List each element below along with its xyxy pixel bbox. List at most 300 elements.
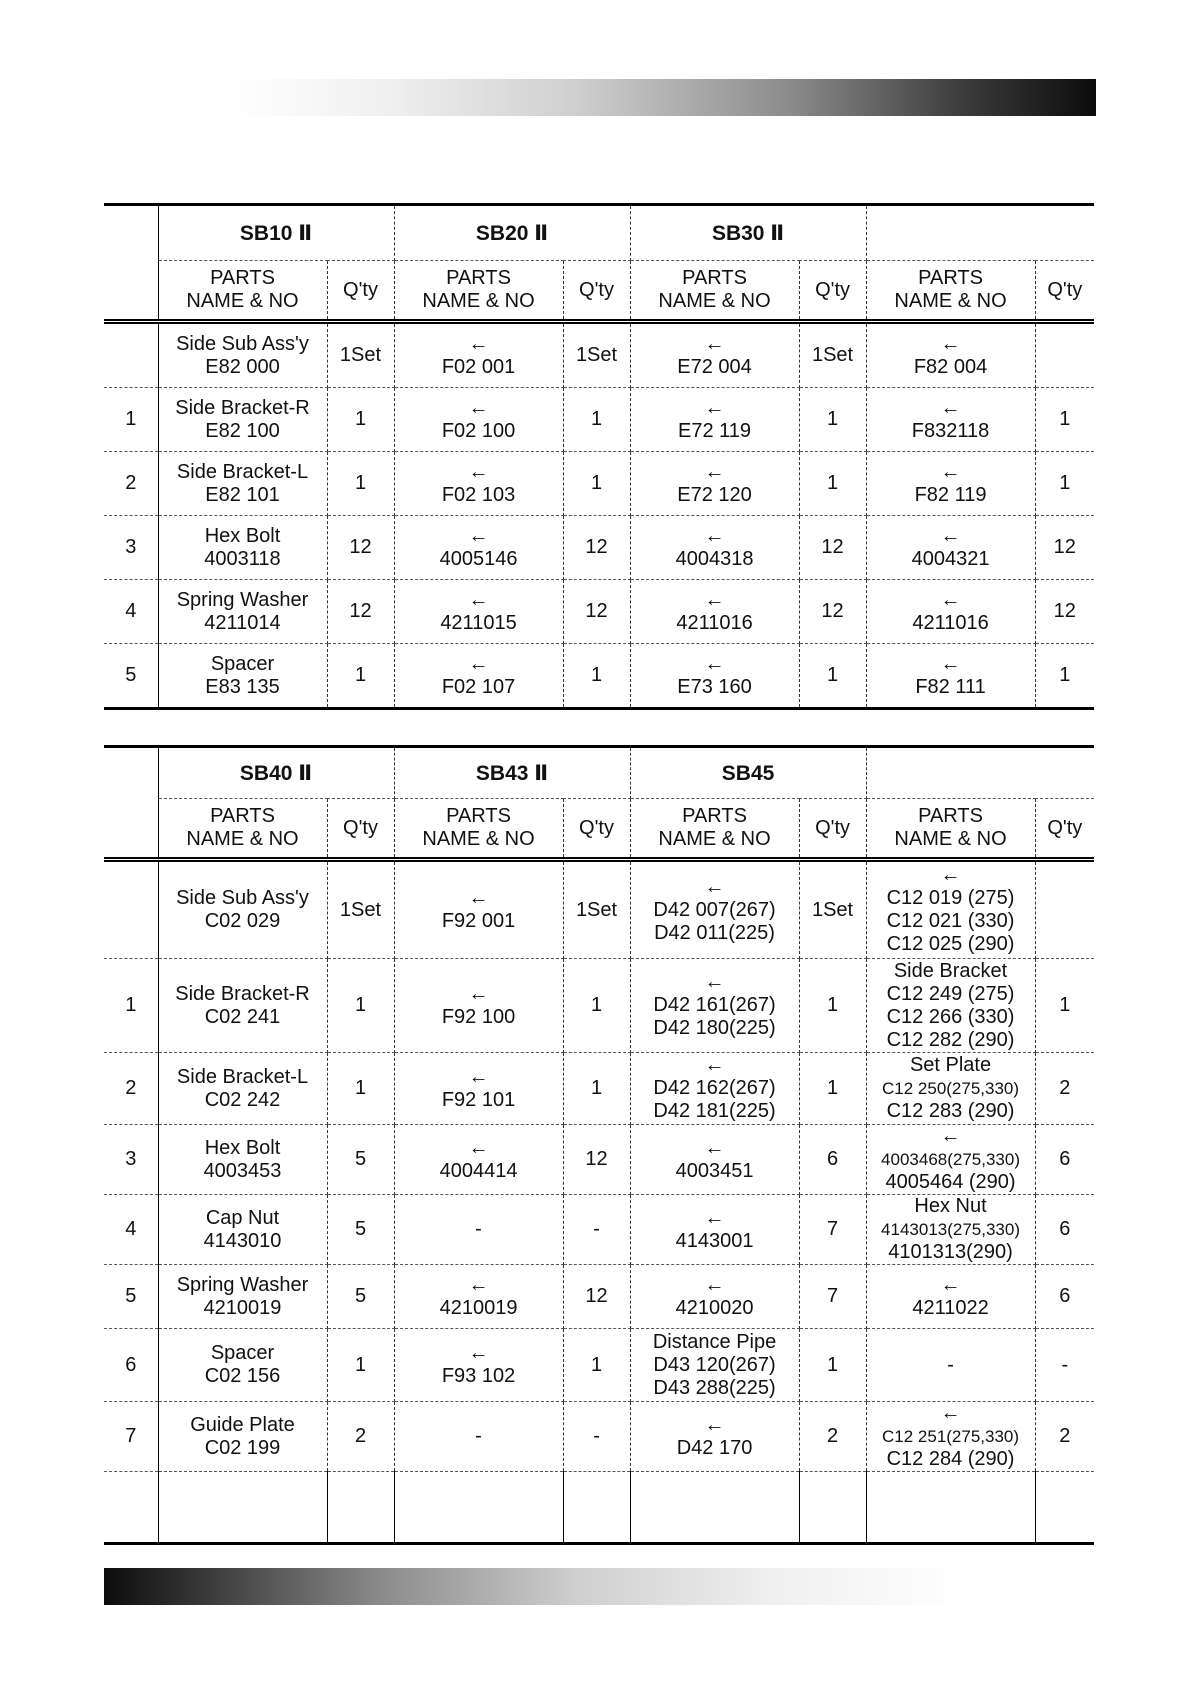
bottom-decorative-gradient-bar bbox=[104, 1568, 964, 1605]
same-as-left-arrow: ← bbox=[704, 588, 725, 611]
part-cell bbox=[158, 1125, 327, 1195]
part-text-line: D42 181(225) bbox=[653, 1100, 776, 1122]
header-line: PARTS bbox=[210, 805, 275, 827]
table-row bbox=[104, 1195, 1094, 1265]
part-text-line: E83 135 bbox=[205, 675, 280, 698]
same-as-left-arrow: ← bbox=[704, 971, 725, 993]
part-text-line: C12 025 (290) bbox=[886, 933, 1015, 955]
part-text-line: C12 251(275,330) bbox=[882, 1427, 1020, 1446]
same-as-left-arrow: ← bbox=[704, 652, 725, 675]
same-as-left-arrow: ← bbox=[468, 1136, 489, 1159]
qty-cell: 12 bbox=[563, 1265, 630, 1329]
empty-cell bbox=[1035, 1472, 1094, 1544]
same-as-left-arrow: ← bbox=[940, 1402, 961, 1424]
qty-cell: 1Set bbox=[327, 322, 394, 388]
same-as-left-arrow: ← bbox=[940, 332, 961, 355]
part-text-line: 4211016 bbox=[676, 611, 753, 634]
part-text-line: 4211014 bbox=[204, 611, 281, 634]
part-cell bbox=[630, 644, 799, 709]
same-as-left-arrow: ← bbox=[940, 588, 961, 611]
qty-cell: 1Set bbox=[327, 860, 394, 959]
row-number: 5 bbox=[104, 644, 158, 709]
qty-cell: 12 bbox=[1035, 580, 1094, 644]
qty-cell bbox=[1035, 860, 1094, 959]
part-text-line: - bbox=[475, 1218, 482, 1240]
part-text-line: 4211016 bbox=[912, 611, 989, 634]
part-text-line: - bbox=[947, 1353, 954, 1376]
row-number: 2 bbox=[104, 452, 158, 516]
same-as-left-arrow: ← bbox=[940, 1273, 961, 1296]
header-blank-cell bbox=[104, 799, 158, 860]
empty-cell bbox=[866, 1472, 1035, 1544]
table-row bbox=[104, 322, 1094, 388]
part-text-line: 4005464 (290) bbox=[885, 1171, 1016, 1193]
header-line: PARTS bbox=[918, 267, 983, 289]
qty-cell: 1 bbox=[1035, 388, 1094, 452]
part-cell bbox=[866, 1402, 1035, 1472]
part-cell bbox=[394, 388, 563, 452]
table-row bbox=[104, 516, 1094, 580]
part-cell bbox=[866, 516, 1035, 580]
table-row bbox=[104, 580, 1094, 644]
part-cell bbox=[630, 959, 799, 1053]
part-text-line: D42 161(267) bbox=[653, 994, 776, 1016]
part-text-line: E73 160 bbox=[677, 675, 752, 698]
qty-cell: 5 bbox=[327, 1195, 394, 1265]
part-text-line: Side Bracket-L bbox=[176, 1065, 309, 1088]
part-text-line: E82 000 bbox=[205, 355, 280, 378]
part-text-line: 4143013(275,330) bbox=[881, 1220, 1021, 1239]
qty-cell: 12 bbox=[327, 516, 394, 580]
parts-name-no-header bbox=[394, 799, 563, 860]
part-cell bbox=[158, 1195, 327, 1265]
part-text-line: C12 266 (330) bbox=[886, 1005, 1015, 1028]
part-text-line: Side Bracket-R bbox=[175, 982, 310, 1005]
part-cell bbox=[158, 516, 327, 580]
column-header-row bbox=[104, 261, 1094, 322]
same-as-left-arrow: ← bbox=[704, 332, 725, 355]
qty-cell bbox=[1035, 322, 1094, 388]
qty-cell: - bbox=[563, 1195, 630, 1265]
part-text-line: Distance Pipe bbox=[652, 1330, 777, 1353]
header-line: PARTS bbox=[682, 267, 747, 289]
part-cell bbox=[394, 1265, 563, 1329]
part-text-line: F02 103 bbox=[441, 483, 516, 506]
part-cell bbox=[158, 860, 327, 959]
part-text-line: E82 100 bbox=[205, 419, 280, 442]
part-cell bbox=[866, 644, 1035, 709]
part-cell bbox=[866, 1053, 1035, 1125]
part-cell bbox=[158, 1402, 327, 1472]
part-text-line: 4210020 bbox=[675, 1296, 754, 1319]
part-text-line: 4210019 bbox=[203, 1296, 282, 1319]
part-text-line: Side Bracket-L bbox=[176, 460, 309, 483]
part-cell bbox=[630, 1402, 799, 1472]
part-text-line: F02 100 bbox=[441, 419, 516, 442]
same-as-left-arrow: ← bbox=[704, 1136, 725, 1159]
part-text-line: 4143010 bbox=[203, 1229, 282, 1252]
part-cell bbox=[630, 580, 799, 644]
part-text-line: 4003468(275,330) bbox=[881, 1150, 1021, 1169]
parts-table-sb10-sb30 bbox=[104, 203, 1094, 710]
header-line: NAME & NO bbox=[422, 290, 535, 312]
qty-cell: 1 bbox=[799, 1053, 866, 1125]
row-number: 2 bbox=[104, 1053, 158, 1125]
part-text-line: F82 004 bbox=[913, 355, 988, 378]
empty-cell bbox=[630, 1472, 799, 1544]
part-text-line: C12 021 (330) bbox=[886, 910, 1015, 932]
header-line: PARTS bbox=[446, 805, 511, 827]
part-text-line: 4004321 bbox=[911, 547, 990, 570]
part-text-line: Spacer bbox=[210, 652, 275, 675]
qty-cell: 7 bbox=[799, 1265, 866, 1329]
qty-cell: 5 bbox=[327, 1125, 394, 1195]
part-cell bbox=[866, 388, 1035, 452]
qty-header: Q'ty bbox=[327, 261, 394, 322]
same-as-left-arrow: ← bbox=[940, 652, 961, 675]
qty-cell: 1 bbox=[1035, 644, 1094, 709]
row-number: 5 bbox=[104, 1265, 158, 1329]
part-cell bbox=[630, 1329, 799, 1402]
part-cell bbox=[394, 1053, 563, 1125]
same-as-left-arrow: ← bbox=[468, 1342, 489, 1364]
part-text-line: 4004414 bbox=[439, 1159, 518, 1182]
header-line: NAME & NO bbox=[186, 828, 299, 850]
part-text-line: C02 156 bbox=[204, 1365, 281, 1387]
model-name-header: SB30 Ⅱ bbox=[630, 205, 866, 261]
part-text-line: F82 111 bbox=[915, 675, 986, 698]
qty-cell: 1 bbox=[563, 644, 630, 709]
qty-header: Q'ty bbox=[1035, 799, 1094, 860]
part-cell bbox=[866, 580, 1035, 644]
part-cell bbox=[394, 580, 563, 644]
part-cell bbox=[394, 644, 563, 709]
empty-cell bbox=[563, 1472, 630, 1544]
part-cell bbox=[394, 1125, 563, 1195]
qty-header: Q'ty bbox=[799, 799, 866, 860]
qty-cell: 1 bbox=[799, 388, 866, 452]
part-text-line: 4211022 bbox=[912, 1296, 989, 1319]
qty-cell: 1Set bbox=[799, 322, 866, 388]
header-line: NAME & NO bbox=[894, 828, 1007, 850]
parts-table-sb40-sb45 bbox=[104, 745, 1094, 1545]
part-text-line: 4005146 bbox=[439, 547, 518, 570]
part-cell bbox=[394, 860, 563, 959]
part-text-line: C02 199 bbox=[204, 1436, 281, 1459]
qty-cell: 12 bbox=[799, 580, 866, 644]
table-row bbox=[104, 388, 1094, 452]
same-as-left-arrow: ← bbox=[468, 1273, 489, 1296]
header-line: PARTS bbox=[210, 267, 275, 289]
qty-cell: 1 bbox=[327, 1053, 394, 1125]
part-text-line: F92 101 bbox=[441, 1088, 516, 1111]
same-as-left-arrow: ← bbox=[468, 1065, 489, 1088]
part-cell bbox=[394, 516, 563, 580]
qty-cell: 1 bbox=[1035, 452, 1094, 516]
row-number: 1 bbox=[104, 959, 158, 1053]
part-cell bbox=[630, 1125, 799, 1195]
qty-cell: 1 bbox=[799, 644, 866, 709]
part-text-line: F82 119 bbox=[914, 483, 987, 506]
part-text-line: 4003118 bbox=[204, 547, 281, 570]
same-as-left-arrow: ← bbox=[704, 1273, 725, 1296]
part-text-line: F93 102 bbox=[441, 1365, 516, 1387]
parts-name-no-header bbox=[394, 261, 563, 322]
part-cell bbox=[158, 322, 327, 388]
table-row bbox=[104, 1402, 1094, 1472]
part-cell bbox=[630, 1053, 799, 1125]
table-row bbox=[104, 860, 1094, 959]
qty-cell: 5 bbox=[327, 1265, 394, 1329]
part-text-line: C12 250(275,330) bbox=[882, 1079, 1020, 1098]
part-text-line: E72 120 bbox=[677, 483, 752, 506]
row-number bbox=[104, 860, 158, 959]
qty-cell: - bbox=[563, 1402, 630, 1472]
header-blank-cell bbox=[104, 205, 158, 261]
header-line: PARTS bbox=[446, 267, 511, 289]
same-as-left-arrow: ← bbox=[704, 1054, 725, 1076]
part-text-line: F02 107 bbox=[441, 675, 516, 698]
qty-cell: 6 bbox=[799, 1125, 866, 1195]
qty-cell: 6 bbox=[1035, 1265, 1094, 1329]
part-cell bbox=[866, 1265, 1035, 1329]
model-name-header: SB40 Ⅱ bbox=[158, 747, 394, 799]
model-name-header bbox=[866, 205, 1094, 261]
header-line: NAME & NO bbox=[422, 828, 535, 850]
same-as-left-arrow: ← bbox=[468, 460, 489, 483]
part-text-line: Hex Nut bbox=[914, 1195, 987, 1217]
part-text-line: Spring Washer bbox=[176, 1273, 309, 1296]
qty-cell: 1Set bbox=[799, 860, 866, 959]
part-cell bbox=[630, 860, 799, 959]
qty-cell: 6 bbox=[1035, 1195, 1094, 1265]
part-text-line: E82 101 bbox=[205, 483, 280, 506]
qty-cell: 2 bbox=[1035, 1402, 1094, 1472]
part-text-line: D43 120(267) bbox=[653, 1353, 776, 1376]
part-text-line: D42 180(225) bbox=[653, 1017, 776, 1039]
part-text-line: C02 242 bbox=[204, 1088, 281, 1111]
same-as-left-arrow: ← bbox=[468, 396, 489, 419]
qty-cell: 1 bbox=[563, 959, 630, 1053]
empty-cell bbox=[158, 1472, 327, 1544]
part-text-line: C12 283 (290) bbox=[886, 1100, 1015, 1122]
qty-cell: 1 bbox=[799, 959, 866, 1053]
qty-cell: 1 bbox=[327, 1329, 394, 1402]
row-number: 7 bbox=[104, 1402, 158, 1472]
top-decorative-gradient-bar bbox=[230, 79, 1096, 116]
row-number: 1 bbox=[104, 388, 158, 452]
part-cell bbox=[866, 959, 1035, 1053]
part-cell bbox=[630, 322, 799, 388]
empty-cell bbox=[104, 1472, 158, 1544]
model-name-header: SB43 Ⅱ bbox=[394, 747, 630, 799]
qty-cell: 1 bbox=[563, 1053, 630, 1125]
part-text-line: - bbox=[475, 1425, 482, 1447]
qty-cell: 12 bbox=[1035, 516, 1094, 580]
part-text-line: Side Bracket-R bbox=[175, 396, 310, 419]
same-as-left-arrow: ← bbox=[468, 524, 489, 547]
part-cell bbox=[158, 388, 327, 452]
part-text-line: C02 241 bbox=[204, 1005, 281, 1028]
part-text-line: C12 284 (290) bbox=[886, 1448, 1015, 1470]
table-row bbox=[104, 959, 1094, 1053]
part-text-line: Cap Nut bbox=[205, 1206, 280, 1229]
parts-name-no-header bbox=[158, 799, 327, 860]
header-line: NAME & NO bbox=[894, 290, 1007, 312]
model-name-header bbox=[866, 747, 1094, 799]
qty-header: Q'ty bbox=[563, 261, 630, 322]
qty-cell: 6 bbox=[1035, 1125, 1094, 1195]
qty-cell: 1Set bbox=[563, 860, 630, 959]
qty-cell: 12 bbox=[799, 516, 866, 580]
header-blank-cell bbox=[104, 747, 158, 799]
qty-cell: 12 bbox=[563, 516, 630, 580]
model-name-header: SB20 Ⅱ bbox=[394, 205, 630, 261]
part-text-line: 4101313(290) bbox=[888, 1241, 1013, 1263]
part-text-line: 4210019 bbox=[439, 1296, 518, 1319]
part-text-line: D43 288(225) bbox=[653, 1376, 776, 1399]
qty-cell: 1Set bbox=[563, 322, 630, 388]
part-text-line: 4003453 bbox=[203, 1159, 282, 1182]
same-as-left-arrow: ← bbox=[704, 1206, 725, 1229]
same-as-left-arrow: ← bbox=[704, 875, 725, 898]
part-text-line: Spacer bbox=[210, 1342, 275, 1364]
qty-cell: 1 bbox=[327, 644, 394, 709]
qty-cell: 2 bbox=[327, 1402, 394, 1472]
qty-cell: - bbox=[1035, 1329, 1094, 1402]
table-row bbox=[104, 1053, 1094, 1125]
qty-cell: 7 bbox=[799, 1195, 866, 1265]
qty-cell: 1 bbox=[563, 388, 630, 452]
part-cell bbox=[866, 860, 1035, 959]
same-as-left-arrow: ← bbox=[468, 982, 489, 1005]
part-text-line: C12 282 (290) bbox=[886, 1028, 1015, 1051]
part-cell bbox=[394, 452, 563, 516]
part-cell bbox=[866, 1195, 1035, 1265]
part-text-line: E72 004 bbox=[677, 355, 752, 378]
part-cell bbox=[158, 1053, 327, 1125]
model-name-header: SB45 bbox=[630, 747, 866, 799]
row-number: 3 bbox=[104, 516, 158, 580]
part-text-line: Hex Bolt bbox=[204, 1136, 281, 1159]
part-text-line: F832118 bbox=[911, 419, 990, 442]
part-text-line: C12 019 (275) bbox=[886, 887, 1015, 909]
same-as-left-arrow: ← bbox=[704, 524, 725, 547]
model-name-header: SB10 Ⅱ bbox=[158, 205, 394, 261]
same-as-left-arrow: ← bbox=[468, 652, 489, 675]
part-text-line: F02 001 bbox=[441, 355, 516, 378]
model-header-row bbox=[104, 747, 1094, 799]
same-as-left-arrow: ← bbox=[940, 460, 961, 483]
part-text-line: F92 001 bbox=[441, 910, 516, 932]
row-number bbox=[104, 322, 158, 388]
part-cell bbox=[394, 1402, 563, 1472]
same-as-left-arrow: ← bbox=[704, 460, 725, 483]
part-text-line: Hex Bolt bbox=[204, 524, 281, 547]
part-text-line: E72 119 bbox=[678, 419, 752, 442]
qty-cell: 1 bbox=[327, 388, 394, 452]
part-text-line: Spring Washer bbox=[176, 588, 309, 611]
qty-cell: 1 bbox=[563, 1329, 630, 1402]
part-text-line: D42 162(267) bbox=[653, 1077, 776, 1099]
part-text-line: 4003451 bbox=[675, 1159, 754, 1182]
header-blank-cell bbox=[104, 261, 158, 322]
part-text-line: D42 007(267) bbox=[653, 898, 776, 921]
same-as-left-arrow: ← bbox=[468, 887, 489, 909]
qty-cell: 1 bbox=[563, 452, 630, 516]
part-text-line: Side Sub Ass'y bbox=[176, 332, 309, 355]
part-cell bbox=[630, 516, 799, 580]
qty-cell: 12 bbox=[327, 580, 394, 644]
table-row bbox=[104, 452, 1094, 516]
qty-cell: 2 bbox=[1035, 1053, 1094, 1125]
header-line: PARTS bbox=[682, 805, 747, 827]
part-cell bbox=[630, 452, 799, 516]
qty-cell: 12 bbox=[563, 580, 630, 644]
part-text-line: Side Sub Ass'y bbox=[176, 887, 309, 909]
part-cell bbox=[158, 644, 327, 709]
part-cell bbox=[866, 1329, 1035, 1402]
part-text-line: Side Bracket bbox=[893, 959, 1008, 982]
header-line: NAME & NO bbox=[658, 290, 771, 312]
part-cell bbox=[394, 1195, 563, 1265]
table-row bbox=[104, 1329, 1094, 1402]
row-number: 4 bbox=[104, 1195, 158, 1265]
table-row bbox=[104, 1125, 1094, 1195]
same-as-left-arrow: ← bbox=[940, 396, 961, 419]
qty-header: Q'ty bbox=[799, 261, 866, 322]
part-cell bbox=[158, 1329, 327, 1402]
part-text-line: Set Plate bbox=[909, 1054, 992, 1076]
same-as-left-arrow: ← bbox=[704, 1413, 725, 1436]
column-header-row bbox=[104, 799, 1094, 860]
same-as-left-arrow: ← bbox=[940, 864, 961, 886]
part-cell bbox=[158, 580, 327, 644]
qty-header: Q'ty bbox=[563, 799, 630, 860]
part-cell bbox=[158, 1265, 327, 1329]
model-header-row bbox=[104, 205, 1094, 261]
qty-cell: 1 bbox=[327, 959, 394, 1053]
table-row bbox=[104, 1265, 1094, 1329]
part-text-line: C02 029 bbox=[204, 910, 281, 932]
same-as-left-arrow: ← bbox=[940, 524, 961, 547]
part-cell bbox=[630, 1195, 799, 1265]
header-line: NAME & NO bbox=[186, 290, 299, 312]
part-cell bbox=[394, 1329, 563, 1402]
same-as-left-arrow: ← bbox=[704, 396, 725, 419]
part-cell bbox=[866, 452, 1035, 516]
qty-cell: 2 bbox=[799, 1402, 866, 1472]
parts-name-no-header bbox=[866, 261, 1035, 322]
part-cell bbox=[866, 1125, 1035, 1195]
part-cell bbox=[394, 959, 563, 1053]
empty-cell bbox=[327, 1472, 394, 1544]
parts-name-no-header bbox=[630, 799, 799, 860]
parts-name-no-header bbox=[630, 261, 799, 322]
part-text-line: 4143001 bbox=[675, 1229, 754, 1252]
qty-cell: 1 bbox=[799, 452, 866, 516]
part-cell bbox=[630, 1265, 799, 1329]
parts-name-no-header bbox=[866, 799, 1035, 860]
same-as-left-arrow: ← bbox=[468, 588, 489, 611]
same-as-left-arrow: ← bbox=[940, 1125, 961, 1147]
part-text-line: Guide Plate bbox=[190, 1413, 295, 1436]
qty-cell: 1 bbox=[327, 452, 394, 516]
row-number: 4 bbox=[104, 580, 158, 644]
qty-cell: 12 bbox=[563, 1125, 630, 1195]
part-cell bbox=[158, 959, 327, 1053]
qty-header: Q'ty bbox=[327, 799, 394, 860]
